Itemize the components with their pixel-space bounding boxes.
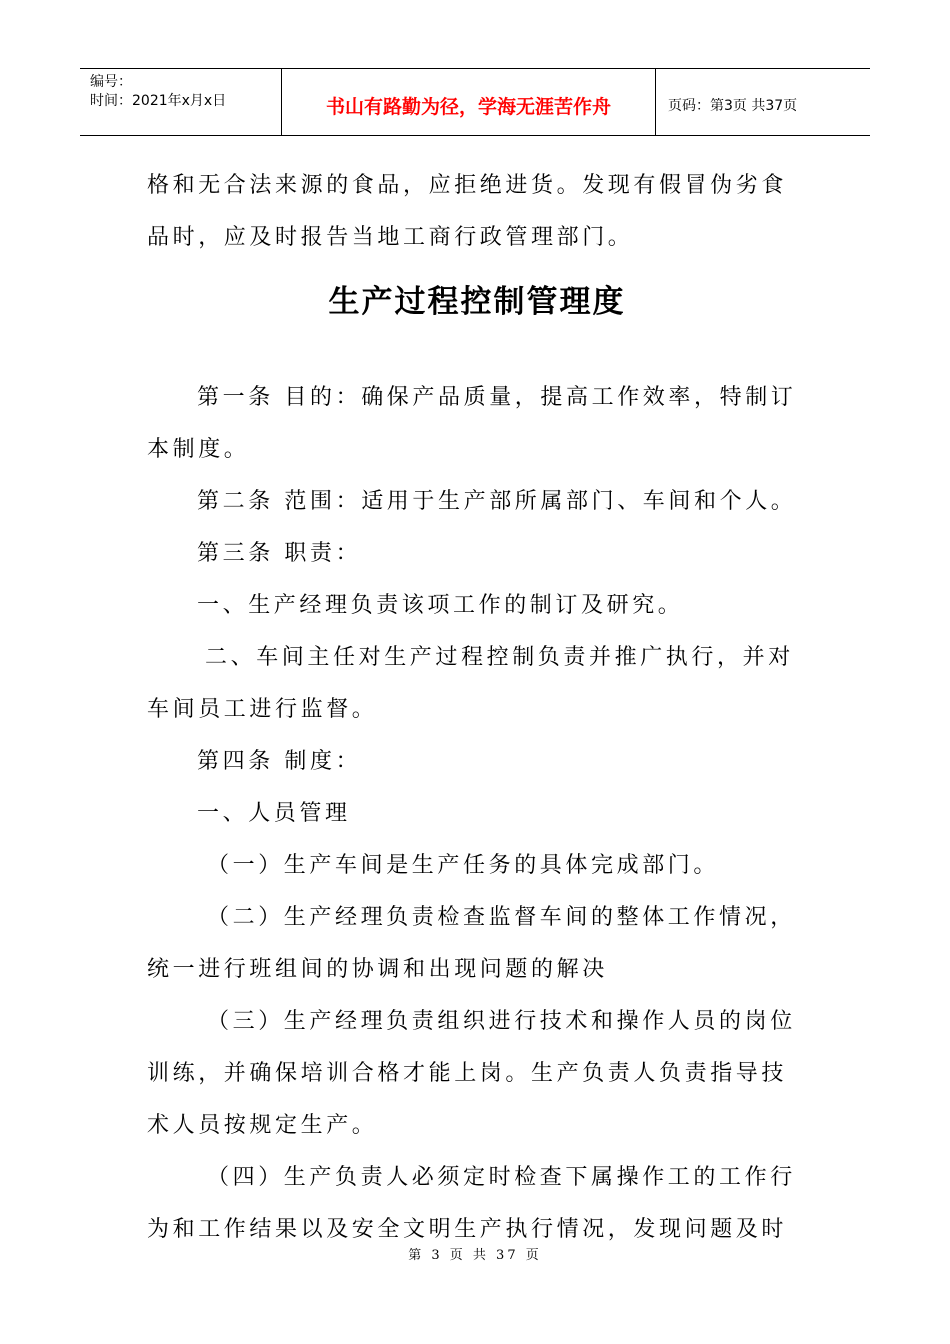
item-4-line: （四）生产负责人必须定时检查下属操作工的工作行 (207, 1165, 796, 1190)
document-time-label: 时间：2021年x月x日 (90, 93, 227, 109)
text-line: 格和无合法来源的食品，应拒绝进货。发现有假冒伪劣食 (147, 173, 788, 198)
article-2: 第二条 范围：适用于生产部所属部门、车间和个人。 (197, 489, 797, 514)
duty-1: 一、生产经理负责该项工作的制订及研究。 (197, 593, 684, 618)
item-3-line: 术人员按规定生产。 (147, 1113, 378, 1138)
article-1-line: 本制度。 (147, 437, 250, 462)
duty-2-line: 车间员工进行监督。 (147, 697, 378, 722)
section-title: 生产过程控制管理度 (328, 284, 626, 320)
page-header (80, 68, 870, 136)
item-3-line: （三）生产经理负责组织进行技术和操作人员的岗位 (207, 1009, 796, 1034)
item-3-line: 训练，并确保培训合格才能上岗。生产负责人负责指导技 (147, 1061, 788, 1086)
header-motto: 书山有路勤为径，学海无涯苦作舟 (282, 69, 656, 135)
item-2-line: （二）生产经理负责检查监督车间的整体工作情况， (207, 905, 796, 930)
item-1: （一）生产车间是生产任务的具体完成部门。 (207, 853, 720, 878)
item-4-line: 为和工作结果以及安全文明生产执行情况，发现问题及时 (147, 1217, 788, 1242)
duty-2-line: 二、车间主任对生产过程控制负责并推广执行，并对 (205, 645, 794, 670)
document-body (147, 160, 807, 1256)
header-meta (80, 69, 282, 135)
document-number-label: 编号： (90, 74, 132, 90)
page-footer: 第 3 页 共 37 页 (408, 1248, 542, 1263)
article-1-line: 第一条 目的：确保产品质量，提高工作效率，特制订 (197, 385, 797, 410)
article-4: 第四条 制度： (197, 749, 362, 774)
article-3: 第三条 职责： (197, 541, 362, 566)
item-2-line: 统一进行班组间的协调和出现问题的解决 (147, 957, 608, 982)
text-line: 品时，应及时报告当地工商行政管理部门。 (147, 225, 634, 250)
header-page-info: 页码：第3页 共37页 (668, 98, 798, 114)
section-1-heading: 一、人员管理 (197, 801, 351, 826)
